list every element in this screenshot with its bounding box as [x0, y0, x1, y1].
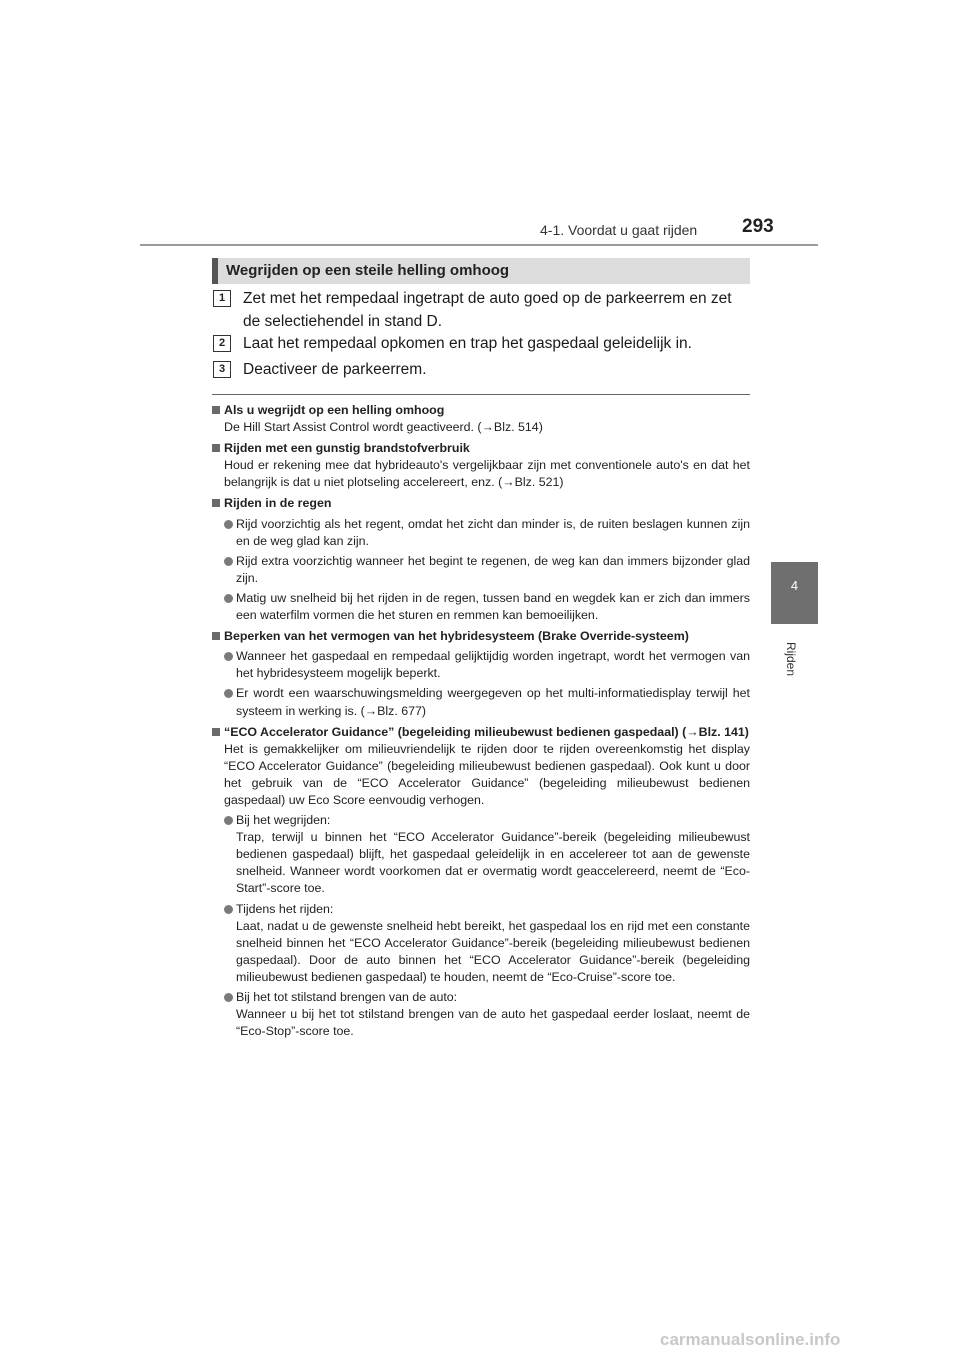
round-bullet-icon — [224, 689, 233, 698]
list-item: Er wordt een waarschuwingsmelding weergegeven op het multi-informatiedisplay terwijl het systeem in werking is. (→Blz. 677) — [212, 685, 750, 719]
list-item: Bij het tot stilstand brengen van de auto: Wanneer u bij het tot stilstand brengen van de auto het gaspedaal eerder loslaat, neemt de “Eco-Stop”-score toe. — [212, 989, 750, 1040]
note-body: Het is gemakkelijker om milieuvriendelijk te rijden door te rijden overeenkomstig het display “ECO Accelerator Guidance” (begeleiding milieubewust bedienen gaspedaal). Ook kunt u door het gebruik van de “ECO Accelerator Guidance” (begeleiding milieubewust bedienen gaspedaal) uw Eco Score eenvoudig verhogen. — [224, 741, 750, 807]
page-number: 293 — [742, 216, 774, 237]
chapter-tab[interactable] — [771, 562, 818, 624]
square-bullet-icon — [212, 406, 220, 414]
list-item: Bij het wegrijden: Trap, terwijl u binnen het “ECO Accelerator Guidance”-bereik (begeleiding milieubewust bedienen gaspedaal) blijft, het gaspedaal geleidelijk in en accelereer tot aan de gewenste snelheid. Wanneer wordt voorkomen dat er overmatig wordt geaccelereerd, neemt de “Eco-Start”-score toe. — [212, 812, 750, 897]
note-eco-guidance — [212, 724, 750, 1041]
note-title: “ECO Accelerator Guidance” (begeleiding milieubewust bedienen gaspedaal) (→Blz. 141) — [212, 724, 750, 741]
round-bullet-icon — [224, 520, 233, 529]
step-text: Deactiveer de parkeerrem. — [243, 361, 427, 378]
square-bullet-icon — [212, 728, 220, 736]
note-title: Als u wegrijdt op een helling omhoog — [212, 402, 750, 419]
round-bullet-icon — [224, 993, 233, 1002]
note-title: Rijden in de regen — [212, 495, 750, 512]
list-item: Wanneer het gaspedaal en rempedaal gelijktijdig worden ingetrapt, wordt het vermogen van het hybridesysteem mogelijk beperkt. — [212, 648, 750, 682]
list-item: Matig uw snelheid bij het rijden in de regen, tussen band en wegdek kan er zich dan immers een waterfilm vormen die het sturen en remmen kan bemoeilijken. — [212, 590, 750, 624]
note-title: Beperken van het vermogen van het hybridesysteem (Brake Override-systeem) — [212, 628, 750, 645]
section-divider — [212, 394, 750, 395]
watermark: carmanualsonline.info — [660, 1330, 841, 1349]
note-brake-override — [212, 628, 750, 719]
round-bullet-icon — [224, 905, 233, 914]
note-uphill — [212, 402, 750, 436]
square-bullet-icon — [212, 444, 220, 452]
step-text: Zet met het rempedaal ingetrapt de auto goed op de parkeerrem en zet de selectiehendel in stand D. — [243, 290, 732, 330]
list-item: Tijdens het rijden: Laat, nadat u de gewenste snelheid hebt bereikt, het gaspedaal los en rijd met een constante snelheid binnen het “ECO Accelerator Guidance”-bereik (begeleiding milieubewust bedienen gaspedaal). Door de auto binnen het “ECO Accelerator Guidance”-bereik (begeleiding milieubewust bedienen gaspedaal) te houden, neemt de “Eco-Cruise”-score toe. — [212, 901, 750, 986]
note-title: Rijden met een gunstig brandstofverbruik — [212, 440, 750, 457]
note-body: De Hill Start Assist Control wordt geactiveerd. (→Blz. 514) — [224, 420, 543, 435]
chapter-tab-number: 4 — [790, 578, 799, 593]
header-rule — [140, 244, 818, 246]
note-rain — [212, 495, 750, 624]
step-number-badge: 2 — [213, 335, 231, 352]
step-number-badge: 3 — [213, 361, 231, 378]
round-bullet-icon — [224, 557, 233, 566]
round-bullet-icon — [224, 816, 233, 825]
note-fuel-economy — [212, 440, 750, 491]
list-item: Rijd voorzichtig als het regent, omdat het zicht dan minder is, de ruiten beslagen kunnen zijn en de weg glad kan zijn. — [212, 516, 750, 550]
step-number-badge: 1 — [213, 290, 231, 307]
chapter-title: 4-1. Voordat u gaat rijden — [540, 222, 698, 238]
note-body: Houd er rekening mee dat hybrideauto's vergelijkbaar zijn met conventionele auto's en dat het belangrijk is dat u niet plotseling accelereert, enz. (→Blz. 521) — [224, 458, 750, 490]
notes-section — [212, 402, 750, 1044]
list-item: Rijd extra voorzichtig wanneer het begint te regenen, de weg kan dan immers bijzonder glad zijn. — [212, 553, 750, 587]
chapter-tab-label: Rijden — [784, 642, 798, 677]
step-text: Laat het rempedaal opkomen en trap het gaspedaal geleidelijk in. — [243, 335, 692, 352]
section-heading — [212, 258, 750, 284]
round-bullet-icon — [224, 594, 233, 603]
square-bullet-icon — [212, 632, 220, 640]
section-title: Wegrijden op een steile helling omhoog — [226, 262, 510, 279]
square-bullet-icon — [212, 499, 220, 507]
round-bullet-icon — [224, 652, 233, 661]
